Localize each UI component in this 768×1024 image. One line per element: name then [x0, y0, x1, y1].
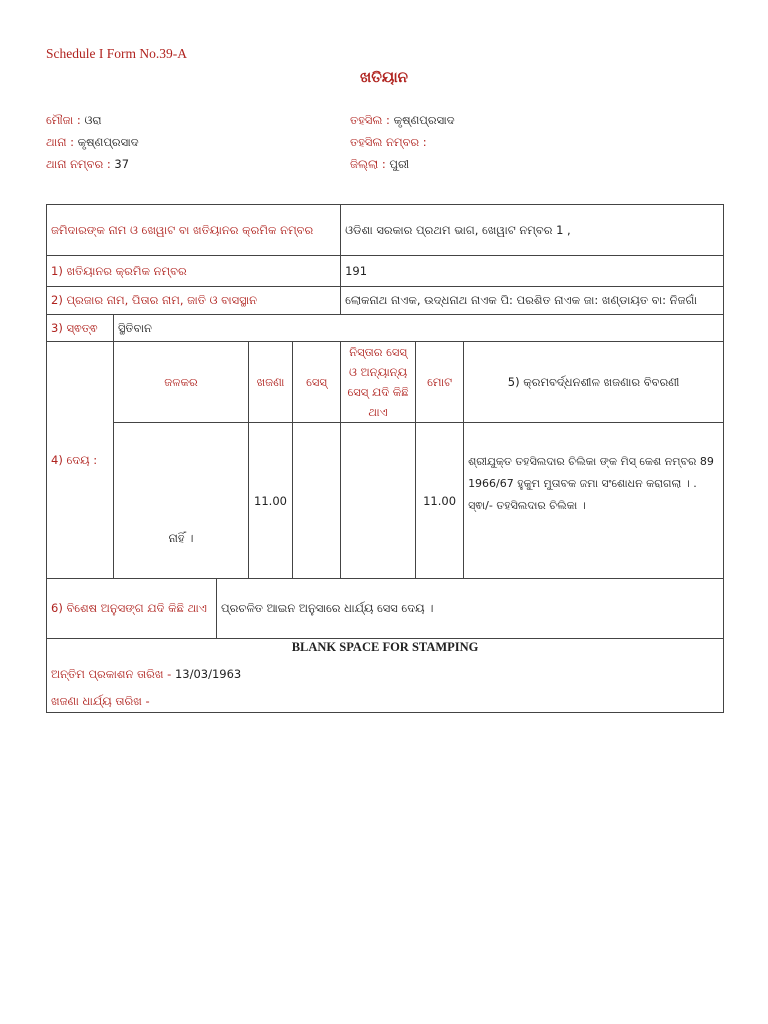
details-value: ଶ୍ରୀଯୁକ୍ତ ତହସିଲଦାର ଚିଲିକା ଙ୍କ ମିସ୍ କେଶ ନମ୍ବର 89 1966/67 ହୁକୁମ ମୁତାବକ ଜମା ସଂଶୋଧନ କରାଗଲା । . ସ୍ଵା/- ତହସିଲଦାର ଚିଲିକା ।	[464, 423, 724, 579]
jalkar-value: ନାହିଁ ।	[114, 423, 249, 579]
district-value: ପୁରୀ	[389, 157, 410, 171]
ses-value	[293, 423, 341, 579]
mouza-label: ମୌଜା :	[46, 113, 81, 127]
tahasil-field	[350, 113, 455, 128]
mouza-field	[46, 113, 102, 128]
final-publication-line	[51, 667, 719, 682]
special-row	[47, 579, 724, 639]
tenant-value: ଲୋକନାଥ ନାଏକ, ଉଦ୍ଧନାଥ ନାଏକ ପି: ପରଶିତ ନାଏକ ଜା: ଖଣ୍ଡାୟତ ବା: ନିଜଗାଁ	[341, 287, 724, 315]
col-mot: ମୋଟ	[416, 342, 464, 423]
nistar-value	[341, 423, 416, 579]
col-jalkar: ଜଳକର	[114, 342, 249, 423]
tenant-row	[47, 287, 724, 315]
special-label: 6) ବିଶେଷ ଅନୁସଙ୍ଗ ଯଦି କିଛି ଥାଏ	[47, 579, 217, 639]
mot-value: 11.00	[416, 423, 464, 579]
district-field	[350, 157, 409, 172]
zamindar-row	[47, 205, 724, 256]
thana-value: କୃଷ୍ଣପ୍ରସାଦ	[77, 135, 139, 149]
khatiyan-number-label: 1) ଖତିୟାନର କ୍ରମିକ ନମ୍ବର	[47, 256, 341, 287]
swatwa-label: 3) ସ୍ଵତ୍ଵ	[47, 315, 114, 342]
stamp-label: BLANK SPACE FOR STAMPING	[291, 640, 479, 654]
document-title: ଖତିୟାନ	[359, 68, 409, 86]
mouza-value: ଓରା	[84, 113, 102, 127]
stamping-row	[47, 639, 724, 713]
col-nistar: ନିସ୍ତାର ସେସ୍ ଓ ଅନ୍ୟାନ୍ୟ ସେସ୍ ଯଦି କିଛି ଥାଏ	[341, 342, 416, 423]
col-details: 5) କ୍ରମବର୍ଦ୍ଧନଶୀଳ ଖଜଣାର ବିବରଣୀ	[464, 342, 724, 423]
thana-number-value: 37	[114, 157, 130, 171]
deya-label: 4) ଦେୟ :	[47, 342, 114, 579]
special-value: ପ୍ରଚଳିତ ଆଇନ ଅନୁସାରେ ଧାର୍ଯ୍ୟ ସେସ ଦେୟ ।	[217, 579, 724, 639]
khajana-value: 11.00	[249, 423, 293, 579]
stamping-cell	[47, 639, 724, 713]
khatiyan-number-row	[47, 256, 724, 287]
khatiyan-number-value: 191	[341, 256, 724, 287]
form-number: Schedule I Form No.39-A	[46, 46, 187, 61]
tahasil-number-field	[350, 135, 427, 150]
tahasil-number-label: ତହସିଲ ନମ୍ବର :	[350, 135, 427, 149]
zamindar-value: ଓଡିଶା ସରକାର ପ୍ରଥମ ଭାଗ, ଖେୱାଟ ନମ୍ବର 1 ,	[341, 205, 724, 256]
district-label: ଜିଲ୍ଲା :	[350, 157, 386, 171]
swatwa-value: ସ୍ଥିତିବାନ	[114, 315, 724, 342]
tahasil-value: କୃଷ୍ଣପ୍ରସାଦ	[393, 113, 455, 127]
payment-value-row	[47, 423, 724, 579]
tax-date-label: ଖଜଣା ଧାର୍ଯ୍ୟ ତାରିଖ -	[51, 694, 150, 708]
col-khajana: ଖଜଣା	[249, 342, 293, 423]
zamindar-label: ଜମିଦାରଙ୍କ ନାମ ଓ ଖେୱାଟ ବା ଖତିୟାନର କ୍ରମିକ ନମ୍ବର	[47, 205, 341, 256]
final-publication-label: ଅନ୍ତିମ ପ୍ରକାଶନ ତାରିଖ -	[51, 667, 172, 681]
tenant-label: 2) ପ୍ରଜାର ନାମ, ପିତାର ନାମ, ଜାତି ଓ ବାସସ୍ଥାନ	[47, 287, 341, 315]
tahasil-label: ତହସିଲ :	[350, 113, 390, 127]
col-ses: ସେସ୍	[293, 342, 341, 423]
khatiyan-table	[46, 204, 724, 713]
thana-field	[46, 135, 139, 150]
final-publication-date: 13/03/1963	[174, 667, 242, 681]
payment-header-row	[47, 342, 724, 423]
thana-label: ଥାନା :	[46, 135, 74, 149]
tax-date-line	[51, 694, 719, 709]
thana-number-field	[46, 157, 129, 172]
thana-number-label: ଥାନା ନମ୍ବର :	[46, 157, 111, 171]
swatwa-row	[47, 315, 724, 342]
